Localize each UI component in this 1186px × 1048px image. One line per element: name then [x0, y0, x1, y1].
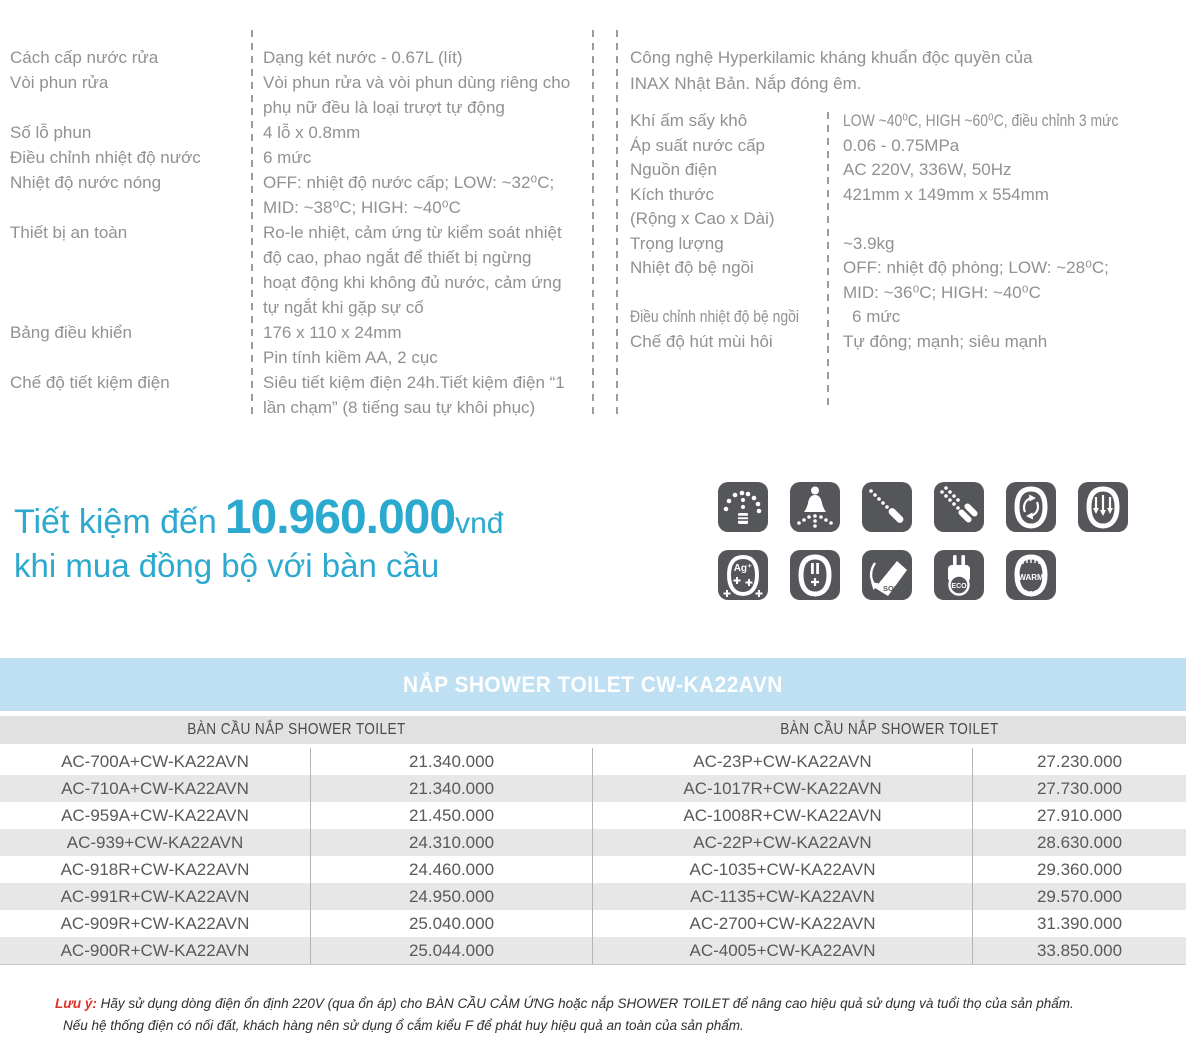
spec-value: LOW ~40⁰C, HIGH ~60⁰C, điều chỉnh 3 mức [843, 111, 1119, 130]
price-cell: 29.570.000 [972, 883, 1186, 910]
savings-line2: khi mua đồng bộ với bàn cầu [14, 547, 440, 584]
spec-label: Điều chỉnh nhiệt độ nước [10, 148, 201, 167]
spec-value [827, 207, 843, 232]
spec-row [10, 395, 593, 420]
model-cell: AC-1017R+CW-KA22AVN [592, 775, 972, 802]
spec-label: Bảng điều khiển [10, 323, 132, 342]
feature-icon-row-2 [718, 550, 1056, 600]
model-cell: AC-918R+CW-KA22AVN [60, 860, 250, 879]
price-table-row [0, 883, 1186, 910]
spec-value: 4 lỗ x 0.8mm [263, 123, 361, 142]
spec-row [10, 370, 593, 395]
price-table-rows [0, 748, 1186, 965]
model-cell: AC-900R+CW-KA22AVN [60, 941, 250, 960]
spec-value: độ cao, phao ngắt để thiết bị ngừng [263, 248, 532, 267]
dryer-seat-icon [1078, 482, 1128, 532]
savings-line1 [14, 490, 503, 545]
spec-row [630, 281, 1186, 306]
dashed-divider [616, 30, 618, 414]
savings-amount: 10.960.000 [224, 491, 456, 544]
footnote-line2: Nếu hệ thống điện có nối đất, khách hàng nên sử dụng ổ cắm kiểu F để phát huy hiệu quả an toàn của sản phẩm. [63, 1018, 744, 1033]
spec-value: 176 x 110 x 24mm [263, 323, 402, 342]
spec-row [10, 295, 593, 320]
footnote [55, 993, 1155, 1037]
model-cell: AC-23P+CW-KA22AVN [592, 748, 972, 775]
spec-value: MID: ~38⁰C; HIGH: ~40⁰C [263, 198, 461, 217]
footnote-line1 [55, 993, 1155, 1015]
spec-label: Chế độ tiết kiệm điện [10, 373, 170, 392]
spec-value: hoạt động khi không đủ nước, cảm ứng [263, 273, 562, 292]
price-table-row [0, 829, 1186, 856]
spec-label: Thiết bị an toàn [10, 223, 128, 242]
subheader-left [0, 716, 592, 744]
spec-value: Siêu tiết kiệm điện 24h.Tiết kiệm điện “1 [263, 373, 565, 392]
subheader-left-label: BÀN CẦU NẮP SHOWER TOILET [186, 721, 406, 738]
spec-row [10, 245, 593, 270]
price-cell: 29.360.000 [972, 856, 1186, 883]
price-cell: 21.340.000 [310, 748, 592, 775]
spec-label: Vòi phun rửa [10, 73, 109, 92]
spec-row [10, 120, 593, 145]
double-nozzle-icon [934, 482, 984, 532]
spec-row [10, 270, 593, 295]
model-cell: AC-1008R+CW-KA22AVN [592, 802, 972, 829]
model-cell: AC-22P+CW-KA22AVN [592, 829, 972, 856]
eco-plug-icon [934, 550, 984, 600]
price-table-row [0, 748, 1186, 775]
spec-row [10, 45, 593, 70]
price-cell: 27.730.000 [972, 775, 1186, 802]
spec-row [630, 305, 1186, 330]
model-cell: AC-1135+CW-KA22AVN [592, 883, 972, 910]
model-cell: AC-991R+CW-KA22AVN [60, 887, 250, 906]
spec-block-right [630, 45, 1186, 354]
spec-label [10, 195, 251, 220]
price-cell: 28.630.000 [972, 829, 1186, 856]
model-cell: AC-1035+CW-KA22AVN [592, 856, 972, 883]
price-cell: 25.044.000 [310, 937, 592, 964]
spec-row [630, 134, 1186, 159]
spec-row [10, 320, 593, 345]
model-cell: AC-939+CW-KA22AVN [66, 833, 244, 852]
price-cell: 25.040.000 [310, 910, 592, 937]
spec-label: Cách cấp nước rửa [10, 48, 159, 67]
spec-row [10, 170, 593, 195]
spec-value: Ro-le nhiệt, cảm ứng từ kiểm soát nhiệt [263, 223, 562, 242]
spec-value: tự ngắt khi gặp sự cố [263, 298, 424, 317]
spec-value: 0.06 - 0.75MPa [843, 135, 960, 155]
spec-row [630, 232, 1186, 257]
spray-icon [718, 482, 768, 532]
price-cell: 21.340.000 [310, 775, 592, 802]
footnote-label: Lưu ý: [55, 996, 97, 1011]
model-cell: AC-700A+CW-KA22AVN [61, 752, 249, 771]
model-cell: AC-959A+CW-KA22AVN [61, 806, 249, 825]
spec-label: Áp suất nước cấp [630, 135, 765, 155]
model-cell: AC-2700+CW-KA22AVN [592, 910, 972, 937]
price-table-title-band [0, 658, 1186, 711]
savings-callout [14, 490, 503, 585]
spec-label [10, 245, 251, 270]
spec-label: Chế độ hút mùi hôi [630, 331, 773, 351]
price-table-title: NẮP SHOWER TOILET CW-KA22AVN [403, 671, 783, 697]
price-cell: 24.310.000 [310, 829, 592, 856]
price-cell: 24.460.000 [310, 856, 592, 883]
price-cell: 33.850.000 [972, 937, 1186, 964]
spec-row [10, 95, 593, 120]
spec-label: Kích thước [630, 184, 714, 204]
spec-value: lần chạm” (8 tiếng sau tự khôi phục) [263, 398, 536, 417]
spec-right-rows [630, 109, 1186, 354]
spec-label: Nhiệt độ bệ ngồi [630, 258, 754, 277]
spec-row [10, 70, 593, 95]
spec-label [10, 345, 251, 370]
spec-value: 6 mức [263, 148, 312, 167]
spec-value: Vòi phun rửa và vòi phun dùng riêng cho [263, 73, 571, 92]
spec-label: Trọng lượng [630, 233, 724, 253]
spec-row [10, 220, 593, 245]
spec-value: Tự đông; mạnh; siêu mạnh [843, 331, 1048, 351]
spec-row [630, 256, 1186, 281]
spec-value: MID: ~36⁰C; HIGH: ~40⁰C [843, 282, 1041, 302]
price-cell: 21.450.000 [310, 802, 592, 829]
dashed-divider [827, 112, 829, 408]
spec-value: ~3.9kg [843, 233, 895, 253]
dashed-divider [251, 30, 253, 414]
spec-row [630, 158, 1186, 183]
lady-wash-icon [790, 482, 840, 532]
spec-label: (Rộng x Cao x Dài) [630, 209, 775, 228]
spec-row [630, 109, 1186, 134]
spec-intro-line1: Công nghệ Hyperkilamic kháng khuẩn độc quyền của [630, 48, 1033, 67]
spec-value: Dạng két nước - 0.67L (lít) [263, 48, 463, 67]
spec-value: OFF: nhiệt độ phòng; LOW: ~28⁰C; [843, 258, 1109, 277]
eco-label: ECO [951, 582, 967, 590]
warm-seat-icon [1006, 550, 1056, 600]
spec-label [10, 395, 251, 420]
price-table-row [0, 775, 1186, 802]
spec-label [10, 270, 251, 295]
spec-row [630, 207, 1186, 232]
spec-value: Pin tính kiềm AA, 2 cục [263, 348, 438, 367]
spec-label: Nguồn điện [630, 160, 717, 179]
spec-row [10, 145, 593, 170]
price-table-row [0, 937, 1186, 964]
subheader-right [592, 716, 1186, 744]
spec-value: AC 220V, 336W, 50Hz [843, 160, 1012, 179]
spec-intro-line2: INAX Nhật Bản. Nắp đóng êm. [630, 74, 862, 93]
savings-currency: vnđ [455, 507, 504, 540]
footnote-text1: Hãy sử dụng dòng điện ổn định 220V (qua ổn áp) cho BÀN CẦU CẢM ỨNG hoặc nắp SHOWER TOILET để nâng cao hiệu quả sử dụng và tuổi thọ của sản phẩm. [96, 996, 1074, 1011]
ag-label: Ag⁺ [733, 563, 753, 574]
spec-row [10, 195, 593, 220]
dashed-divider [592, 30, 594, 414]
spec-label [630, 281, 827, 306]
price-table-subheader [0, 716, 1186, 744]
soft-label: SOFT [883, 584, 903, 593]
spec-value: OFF: nhiệt độ nước cấp; LOW: ~32⁰C; [263, 173, 555, 192]
rotating-seat-icon [1006, 482, 1056, 532]
spec-label [10, 295, 251, 320]
subheader-right-label: BÀN CẦU NẮP SHOWER TOILET [779, 721, 999, 738]
spec-block-left [10, 45, 593, 420]
feature-icon-row-1 [718, 482, 1128, 532]
soft-close-icon [862, 550, 912, 600]
savings-prefix: Tiết kiệm đến [14, 503, 217, 541]
spec-value: 6 mức [852, 307, 901, 326]
spec-label: Điều chỉnh nhiệt độ bệ ngồi [630, 307, 799, 326]
spec-value: 421mm x 149mm x 554mm [843, 184, 1049, 204]
spec-row [10, 345, 593, 370]
model-cell: AC-710A+CW-KA22AVN [61, 779, 249, 798]
spec-label: Nhiệt độ nước nóng [10, 173, 162, 192]
spec-value: phụ nữ đều là loại trượt tự động [263, 98, 505, 117]
nozzle-icon [862, 482, 912, 532]
model-cell: AC-909R+CW-KA22AVN [60, 914, 250, 933]
price-cell: 24.950.000 [310, 883, 592, 910]
spec-label [10, 95, 251, 120]
spec-label: Số lỗ phun [10, 123, 92, 142]
spec-label: Khí ấm sấy khô [630, 111, 748, 130]
spec-row [630, 183, 1186, 208]
nozzle-clean-seat-icon [790, 550, 840, 600]
price-table-row [0, 802, 1186, 829]
spec-row [630, 330, 1186, 355]
price-table-row [0, 856, 1186, 883]
price-table-row [0, 910, 1186, 937]
warm-label: WARM [1018, 573, 1044, 582]
ag-antibacterial-icon [718, 550, 768, 600]
model-cell: AC-4005+CW-KA22AVN [592, 937, 972, 964]
price-cell: 27.910.000 [972, 802, 1186, 829]
price-cell: 27.230.000 [972, 748, 1186, 775]
price-cell: 31.390.000 [972, 910, 1186, 937]
